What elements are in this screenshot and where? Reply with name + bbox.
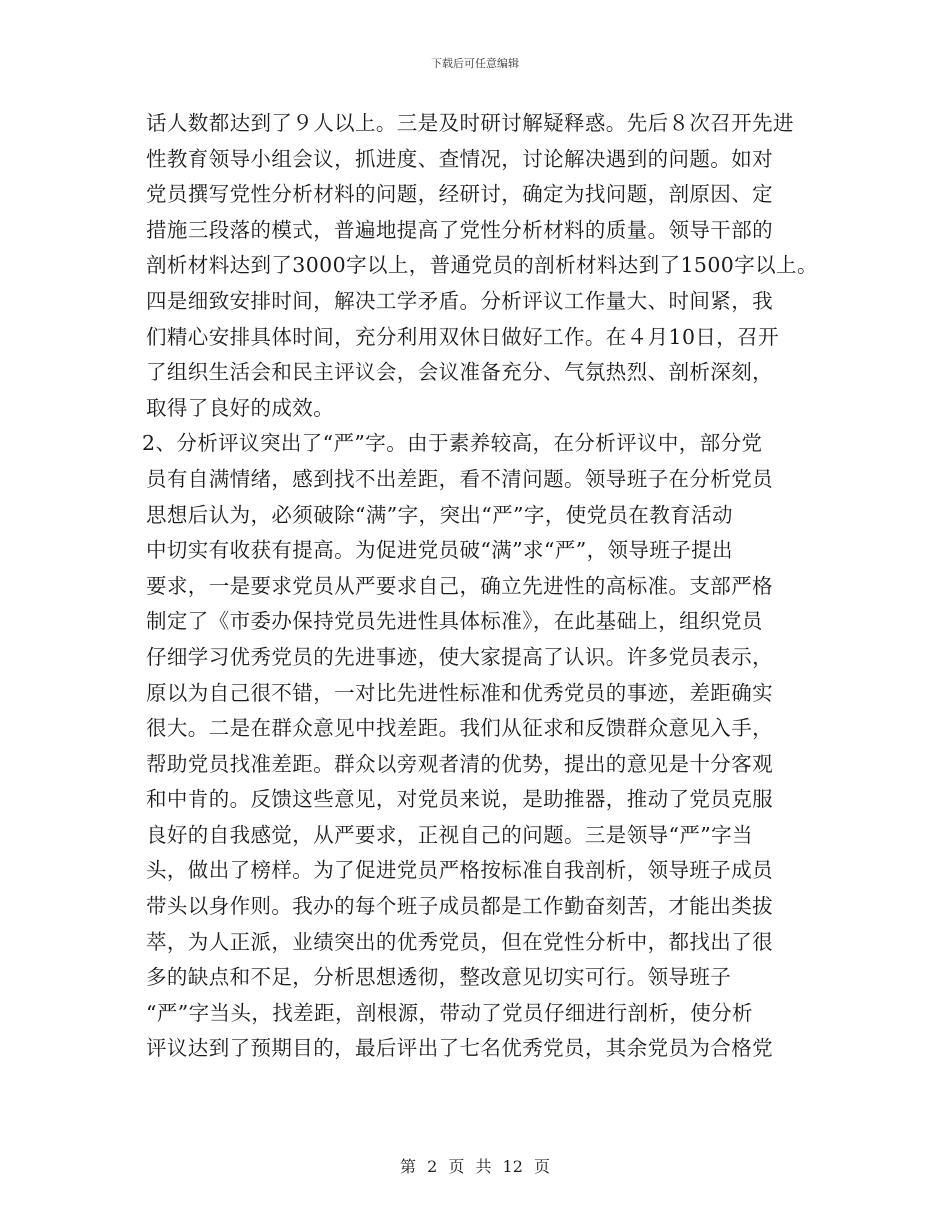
body-line: 中切实有收获有提高。为促进党员破“满”求“严”，领导班子提出 bbox=[146, 538, 733, 563]
body-line: 党员撰写党性分析材料的问题，经研讨，确定为找问题，剖原因、定 bbox=[146, 182, 773, 207]
page-number-footer: 第 2 页 共 12 页 bbox=[400, 1157, 550, 1176]
body-line: 性教育领导小组会议，抓进度、查情况，讨论解决遇到的问题。如对 bbox=[146, 146, 773, 171]
body-line: 帮助党员找准差距。群众以旁观者清的优势，提出的意见是十分客观 bbox=[146, 751, 773, 776]
body-line: 萃，为人正派，业绩突出的优秀党员，但在党性分析中，都找出了很 bbox=[146, 929, 773, 954]
body-line: 原以为自己很不错，一对比先进性标准和优秀党员的事迹，差距确实 bbox=[146, 680, 773, 705]
body-line: 带头以身作则。我办的每个班子成员都是工作勤奋刻苦，才能出类拔 bbox=[146, 894, 773, 919]
body-line: 和中肯的。反馈这些意见，对党员来说，是助推器，推动了党员克服 bbox=[146, 787, 773, 812]
body-line: 良好的自我感觉，从严要求，正视自己的问题。三是领导“严”字当 bbox=[146, 822, 753, 847]
body-line: 措施三段落的模式，普遍地提高了党性分析材料的质量。领导干部的 bbox=[146, 217, 773, 242]
page-header: 下载后可任意编辑 bbox=[431, 57, 519, 70]
body-line: 多的缺点和不足，分析思想透彻，整改意见切实可行。领导班子 bbox=[146, 965, 732, 990]
body-line: 仔细学习优秀党员的先进事迹，使大家提高了认识。许多党员表示， bbox=[146, 644, 773, 669]
body-line: 剖析材料达到了3000字以上，普通党员的剖析材料达到了1500字以上。 bbox=[146, 253, 818, 278]
body-line: 取得了良好的成效。 bbox=[146, 395, 335, 420]
body-line: 四是细致安排时间，解决工学矛盾。分析评议工作量大、时间紧，我 bbox=[146, 288, 773, 313]
body-line: 头，做出了榜样。为了促进党员严格按标准自我剖析，领导班子成员 bbox=[146, 858, 773, 883]
section-heading-line: 2、分析评议突出了“严”字。由于素养较高，在分析评议中，部分党 bbox=[142, 431, 763, 456]
body-line: 了组织生活会和民主评议会，会议准备充分、气氛热烈、剖析深刻， bbox=[146, 360, 773, 385]
body-line: 话人数都达到了９人以上。三是及时研讨解疑释惑。先后８次召开先进 bbox=[146, 111, 794, 135]
body-line: 评议达到了预期目的，最后评出了七名优秀党员，其余党员为合格党 bbox=[146, 1036, 773, 1061]
body-line: “严”字当头，找差距，剖根源，带动了党员仔细进行剖析，使分析 bbox=[146, 1000, 753, 1025]
body-line: 制定了《市委办保持党员先进性具体标准》，在此基础上，组织党员 bbox=[146, 609, 763, 634]
document-body bbox=[142, 106, 846, 1067]
body-line: 要求，一是要求党员从严要求自己，确立先进性的高标准。支部严格 bbox=[146, 573, 773, 598]
body-line: 们精心安排具体时间，充分利用双休日做好工作。在４月10日，召开 bbox=[146, 324, 779, 349]
body-line: 员有自满情绪，感到找不出差距，看不清问题。领导班子在分析党员 bbox=[146, 466, 773, 491]
body-line: 很大。二是在群众意见中找差距。我们从征求和反馈群众意见入手， bbox=[146, 716, 773, 741]
body-line: 思想后认为，必须破除“满”字，突出“严”字，使党员在教育活动 bbox=[146, 502, 733, 527]
